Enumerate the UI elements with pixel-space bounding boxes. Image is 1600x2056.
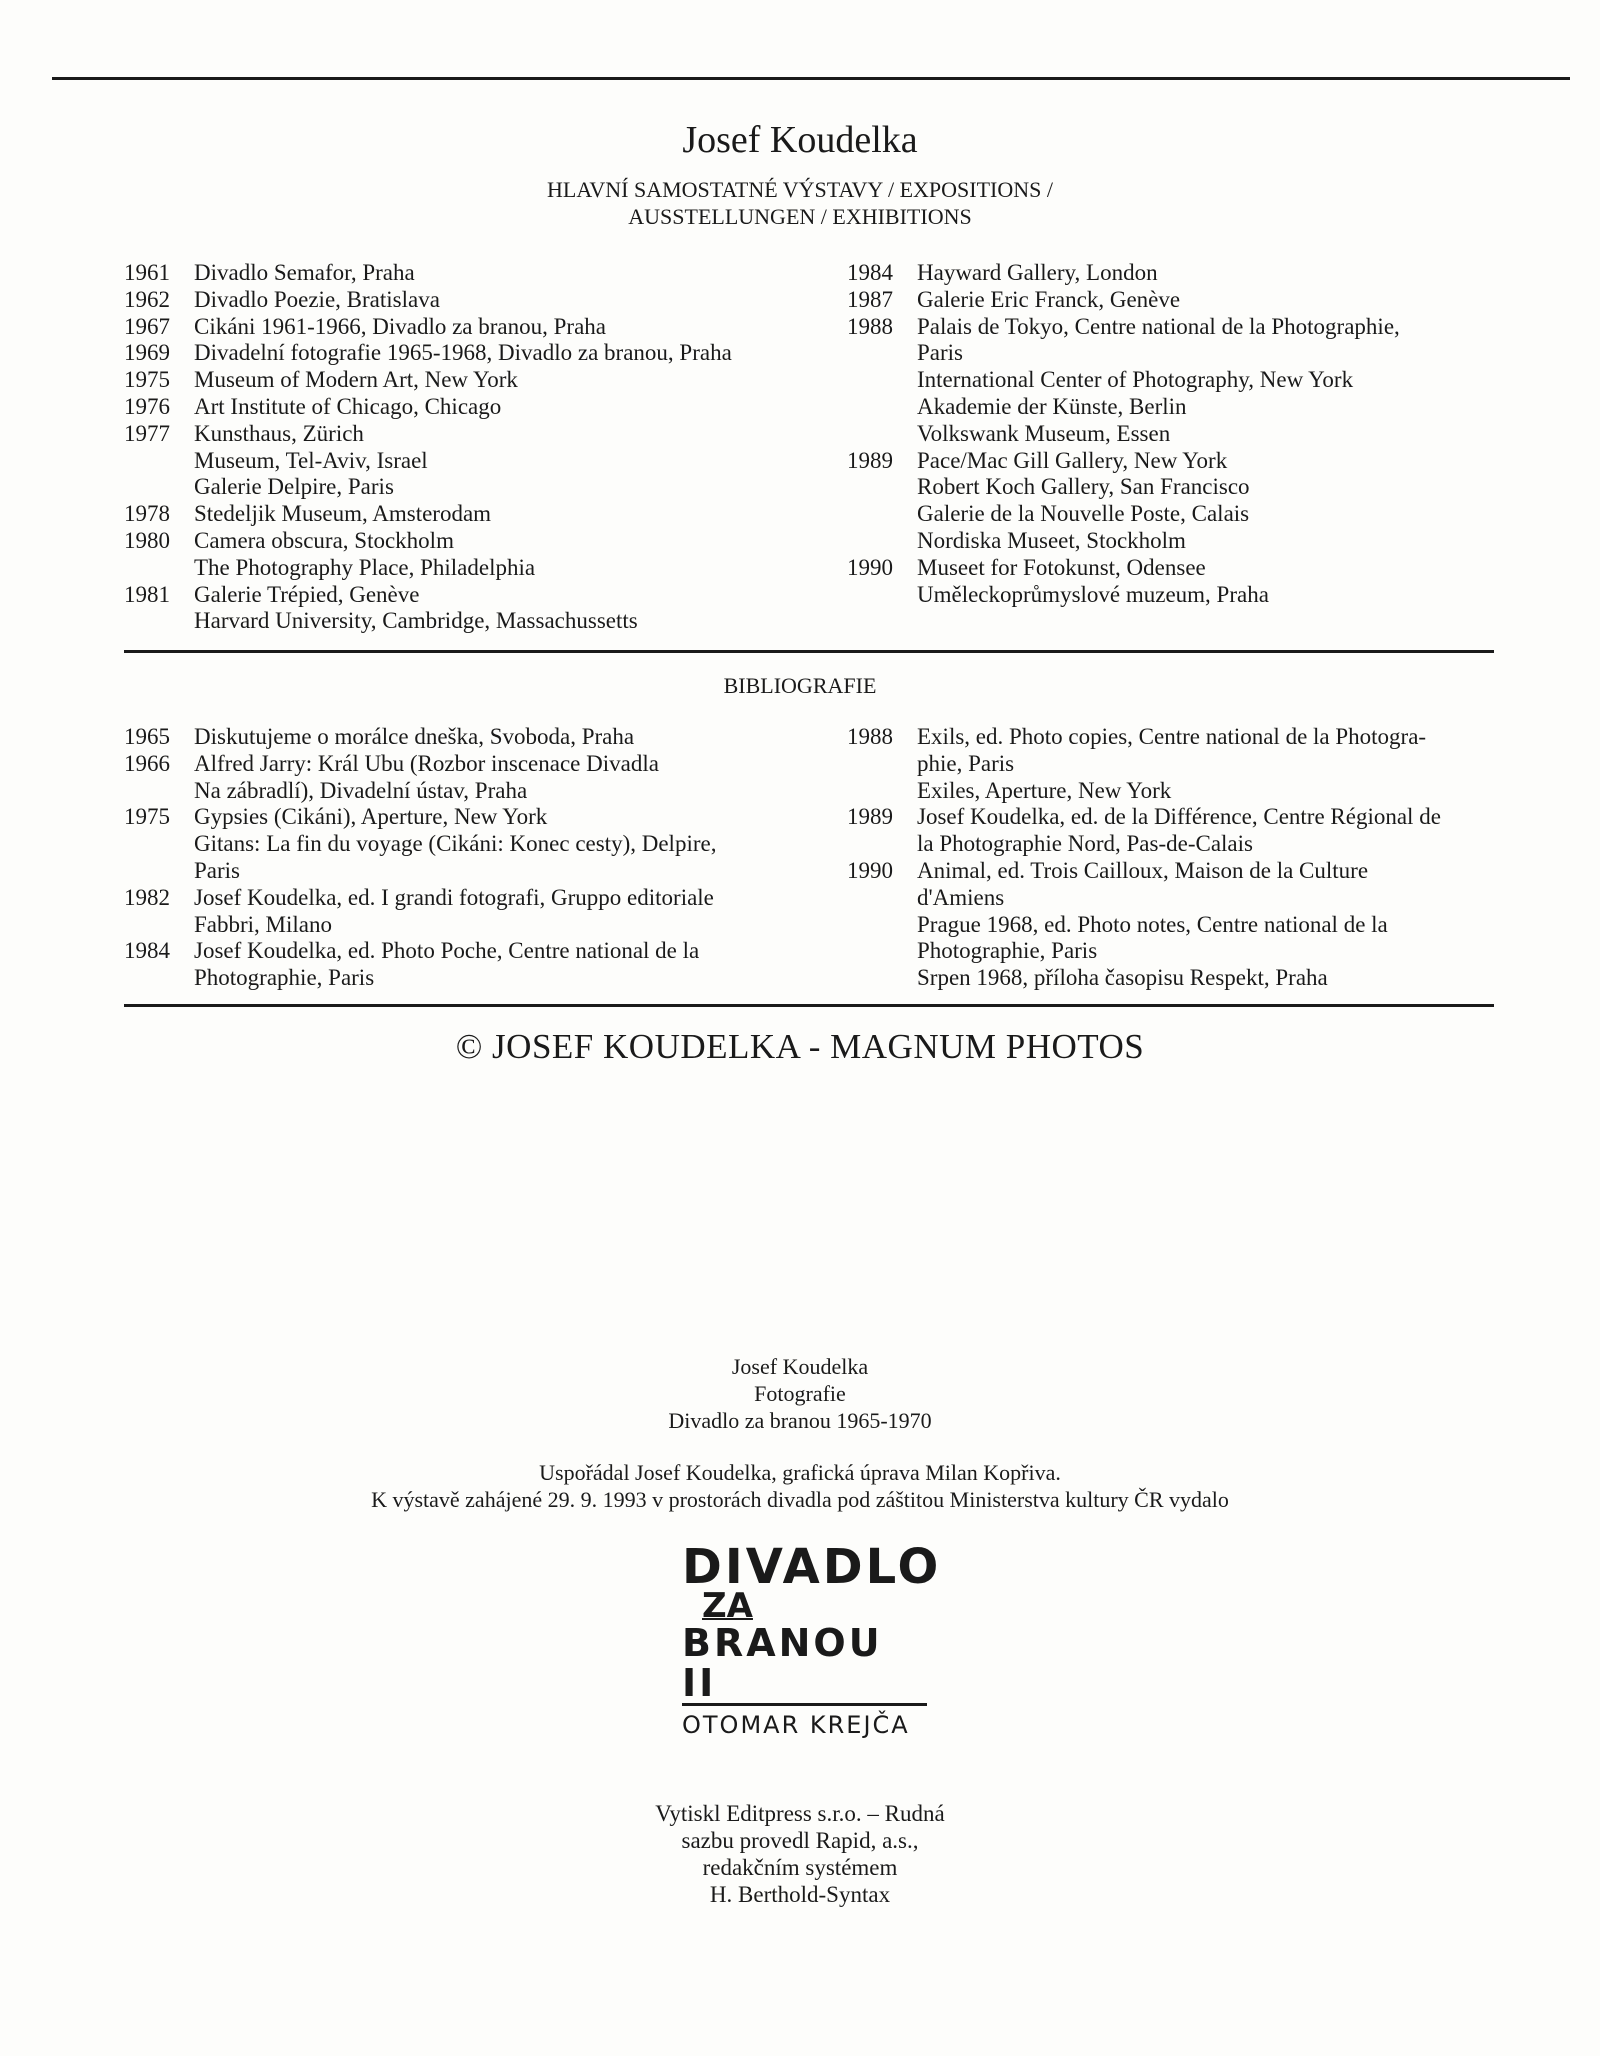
colophon-credits [0, 1459, 1600, 1513]
exhibition-entry [124, 314, 784, 341]
bibliography-year: 1975 [124, 804, 170, 830]
bibliography-line: Josef Koudelka, ed. Photo Poche, Centre national de la [194, 938, 700, 964]
bibliography-line: Diskutujeme o morálce dneška, Svoboda, Praha [194, 724, 635, 749]
exhibition-line: Kunsthaus, Zürich [194, 420, 364, 446]
bibliography-entry [124, 751, 774, 805]
exhibition-line: Volkswank Museum, Essen [917, 420, 1171, 446]
bibliography-line: phie, Paris [917, 750, 1015, 776]
exhibition-year: 1981 [124, 581, 170, 607]
exhibition-line: Nordiska Museet, Stockholm [917, 527, 1186, 553]
bibliography-text [194, 804, 774, 884]
bibliography-line: Srpen 1968, příloha časopisu Respekt, Praha [917, 965, 1328, 991]
bibliography-line: Paris [194, 857, 240, 883]
colophon-title-block [0, 1353, 1600, 1434]
exhibition-text [194, 287, 784, 314]
exhibitions-left-column [124, 260, 784, 635]
bibliography-line: Exiles, Aperture, New York [917, 777, 1172, 803]
exhibition-year: 1977 [124, 420, 170, 446]
logo-line-branou: BRANOU II [682, 1623, 927, 1706]
exhibition-line: Camera obscura, Stockholm [194, 527, 454, 553]
exhibition-text [194, 582, 784, 636]
exhibition-year: 1987 [847, 286, 893, 312]
logo-line-divadlo: DIVADLO [682, 1539, 942, 1595]
bibliography-line: Gitans: La fin du voyage (Cikáni: Konec cesty), Delpire, [194, 831, 717, 857]
exhibition-year: 1969 [124, 340, 170, 366]
exhibition-year: 1980 [124, 527, 170, 553]
printer-line-4: H. Berthold-Syntax [709, 1882, 891, 1907]
exhibition-entry [124, 582, 784, 636]
exhibition-entry [847, 555, 1497, 609]
bibliography-entry [847, 724, 1493, 804]
bibliography-left-column [124, 724, 774, 992]
bibliography-line: Photographie, Paris [917, 938, 1098, 964]
exhibition-line: Hayward Gallery, London [917, 260, 1158, 285]
exhibition-entry [847, 287, 1497, 314]
bibliography-year: 1988 [847, 724, 893, 749]
bibliography-line: la Photographie Nord, Pas-de-Calais [917, 831, 1253, 857]
exhibition-year: 1967 [124, 313, 170, 339]
bibliography-year: 1990 [847, 857, 893, 883]
bibliography-heading: BIBLIOGRAFIE [723, 673, 877, 698]
exhibition-line: Museum of Modern Art, New York [194, 367, 518, 393]
bibliography-year: 1966 [124, 750, 170, 776]
exhibition-line: Divadlo Semafor, Praha [194, 260, 415, 285]
exhibitions-heading-line-1: HLAVNÍ SAMOSTATNÉ VÝSTAVY / EXPOSITIONS / [547, 177, 1053, 202]
exhibitions-heading [0, 176, 1600, 230]
exhibition-year: 1978 [124, 501, 170, 527]
exhibition-entry [847, 260, 1497, 287]
exhibition-entry [124, 260, 784, 287]
exhibition-line: Divadelní fotografie 1965-1968, Divadlo za branou, Praha [194, 340, 732, 366]
exhibition-line: International Center of Photography, New York [917, 367, 1354, 393]
exhibition-year: 1961 [124, 260, 170, 285]
exhibition-entry [124, 421, 784, 501]
bibliography-rule [124, 1004, 1494, 1007]
bibliography-text [194, 724, 774, 751]
bibliography-year: 1984 [124, 938, 170, 964]
bibliography-line: Fabbri, Milano [194, 911, 332, 937]
bibliography-text [917, 724, 1493, 804]
colophon-credits-line-1: Uspořádal Josef Koudelka, grafická úprava Milan Kopřiva. [539, 1460, 1061, 1485]
exhibition-text [194, 501, 784, 528]
printer-line-1: Vytiskl Editpress s.r.o. – Rudná [655, 1801, 945, 1826]
exhibition-text [917, 314, 1497, 448]
bibliography-entry [847, 858, 1493, 992]
exhibition-year: 1976 [124, 393, 170, 419]
bibliography-text [194, 751, 774, 805]
exhibition-entry [124, 287, 784, 314]
exhibition-text [917, 448, 1497, 555]
exhibition-text [194, 260, 784, 287]
colophon-credits-line-2: K výstavě zahájené 29. 9. 1993 v prostorách divadla pod záštitou Ministerstva kultury ČR vydalo [371, 1487, 1229, 1512]
logo-line-krejca: OTOMAR KREJČA [682, 1711, 910, 1739]
bibliography-line: Photographie, Paris [194, 965, 375, 991]
bibliography-text [917, 804, 1493, 858]
exhibition-line: Cikáni 1961-1966, Divadlo za branou, Praha [194, 313, 606, 339]
exhibition-year: 1975 [124, 367, 170, 393]
printer-line-3: redakčním systémem [702, 1855, 898, 1880]
exhibition-line: Uměleckoprůmyslové muzeum, Praha [917, 581, 1269, 607]
exhibition-entry [847, 448, 1497, 555]
exhibition-text [194, 394, 784, 421]
exhibition-text [194, 421, 784, 501]
colophon-work: Fotografie [754, 1381, 846, 1406]
exhibitions-right-column [847, 260, 1497, 608]
printer-imprint [0, 1800, 1600, 1908]
bibliography-text [194, 938, 774, 992]
printer-line-2: sazbu provedl Rapid, a.s., [681, 1828, 919, 1853]
exhibition-year: 1989 [847, 447, 893, 473]
exhibition-entry [124, 340, 784, 367]
bibliography-right-column [847, 724, 1493, 992]
bibliography-line: Exils, ed. Photo copies, Centre national de la Photogra- [917, 724, 1427, 749]
exhibition-text [194, 367, 784, 394]
bibliography-entry [124, 938, 774, 992]
exhibition-text [194, 340, 784, 367]
logo-line-za: ZA [702, 1586, 753, 1626]
publisher-logo [682, 1539, 942, 1742]
exhibition-line: Harvard University, Cambridge, Massachussetts [194, 608, 638, 634]
page-title: Josef Koudelka [682, 119, 918, 161]
bibliography-line: Prague 1968, ed. Photo notes, Centre national de la [917, 911, 1388, 937]
exhibition-text [194, 528, 784, 582]
bibliography-entry [847, 804, 1493, 858]
exhibition-text [917, 287, 1497, 314]
exhibition-year: 1990 [847, 554, 893, 580]
bibliography-year: 1965 [124, 724, 170, 749]
colophon-author: Josef Koudelka [731, 1354, 869, 1379]
exhibition-line: Pace/Mac Gill Gallery, New York [917, 447, 1228, 473]
bibliography-entry [124, 724, 774, 751]
exhibition-line: Galerie Delpire, Paris [194, 474, 394, 500]
colophon-subtitle: Divadlo za branou 1965-1970 [668, 1408, 932, 1433]
exhibition-entry [847, 314, 1497, 448]
exhibition-year: 1962 [124, 286, 170, 312]
exhibition-entry [124, 367, 784, 394]
exhibition-text [194, 314, 784, 341]
bibliography-line: Alfred Jarry: Král Ubu (Rozbor inscenace Divadla [194, 750, 659, 776]
bibliography-line: Josef Koudelka, ed. I grandi fotografi, Gruppo editoriale [194, 884, 714, 910]
exhibition-line: Museum, Tel-Aviv, Israel [194, 447, 428, 473]
exhibition-entry [124, 394, 784, 421]
exhibition-line: The Photography Place, Philadelphia [194, 554, 536, 580]
exhibition-line: Art Institute of Chicago, Chicago [194, 393, 502, 419]
exhibition-entry [124, 501, 784, 528]
copyright-notice: © JOSEF KOUDELKA - MAGNUM PHOTOS [455, 1027, 1145, 1066]
exhibition-line: Akademie der Künste, Berlin [917, 393, 1187, 419]
exhibition-line: Palais de Tokyo, Centre national de la Photographie, [917, 313, 1400, 339]
bibliography-text [194, 885, 774, 939]
exhibition-line: Paris [917, 340, 963, 366]
exhibition-line: Divadlo Poezie, Bratislava [194, 286, 440, 312]
top-rule [52, 77, 1570, 80]
exhibition-entry [124, 528, 784, 582]
bibliography-line: Josef Koudelka, ed. de la Différence, Centre Régional de [917, 804, 1441, 830]
exhibition-line: Galerie Trépied, Genève [194, 581, 420, 607]
exhibition-line: Galerie de la Nouvelle Poste, Calais [917, 501, 1250, 527]
bibliography-line: Gypsies (Cikáni), Aperture, New York [194, 804, 548, 830]
bibliography-line: Animal, ed. Trois Cailloux, Maison de la Culture [917, 857, 1369, 883]
exhibitions-heading-line-2: AUSSTELLUNGEN / EXHIBITIONS [628, 204, 972, 229]
bibliography-text [917, 858, 1493, 992]
exhibition-line: Robert Koch Gallery, San Francisco [917, 474, 1250, 500]
exhibition-year: 1984 [847, 260, 893, 285]
bibliography-entry [124, 885, 774, 939]
bibliography-year: 1982 [124, 884, 170, 910]
exhibition-text [917, 555, 1497, 609]
bibliography-line: Na zábradlí), Divadelní ústav, Praha [194, 777, 528, 803]
bibliography-year: 1989 [847, 804, 893, 830]
exhibition-text [917, 260, 1497, 287]
exhibition-line: Stedeljik Museum, Amsterodam [194, 501, 492, 527]
exhibition-line: Galerie Eric Franck, Genève [917, 286, 1181, 312]
bibliography-line: d'Amiens [917, 884, 1005, 910]
exhibitions-rule [124, 650, 1494, 653]
exhibition-line: Museet for Fotokunst, Odensee [917, 554, 1206, 580]
bibliography-entry [124, 804, 774, 884]
exhibition-year: 1988 [847, 313, 893, 339]
